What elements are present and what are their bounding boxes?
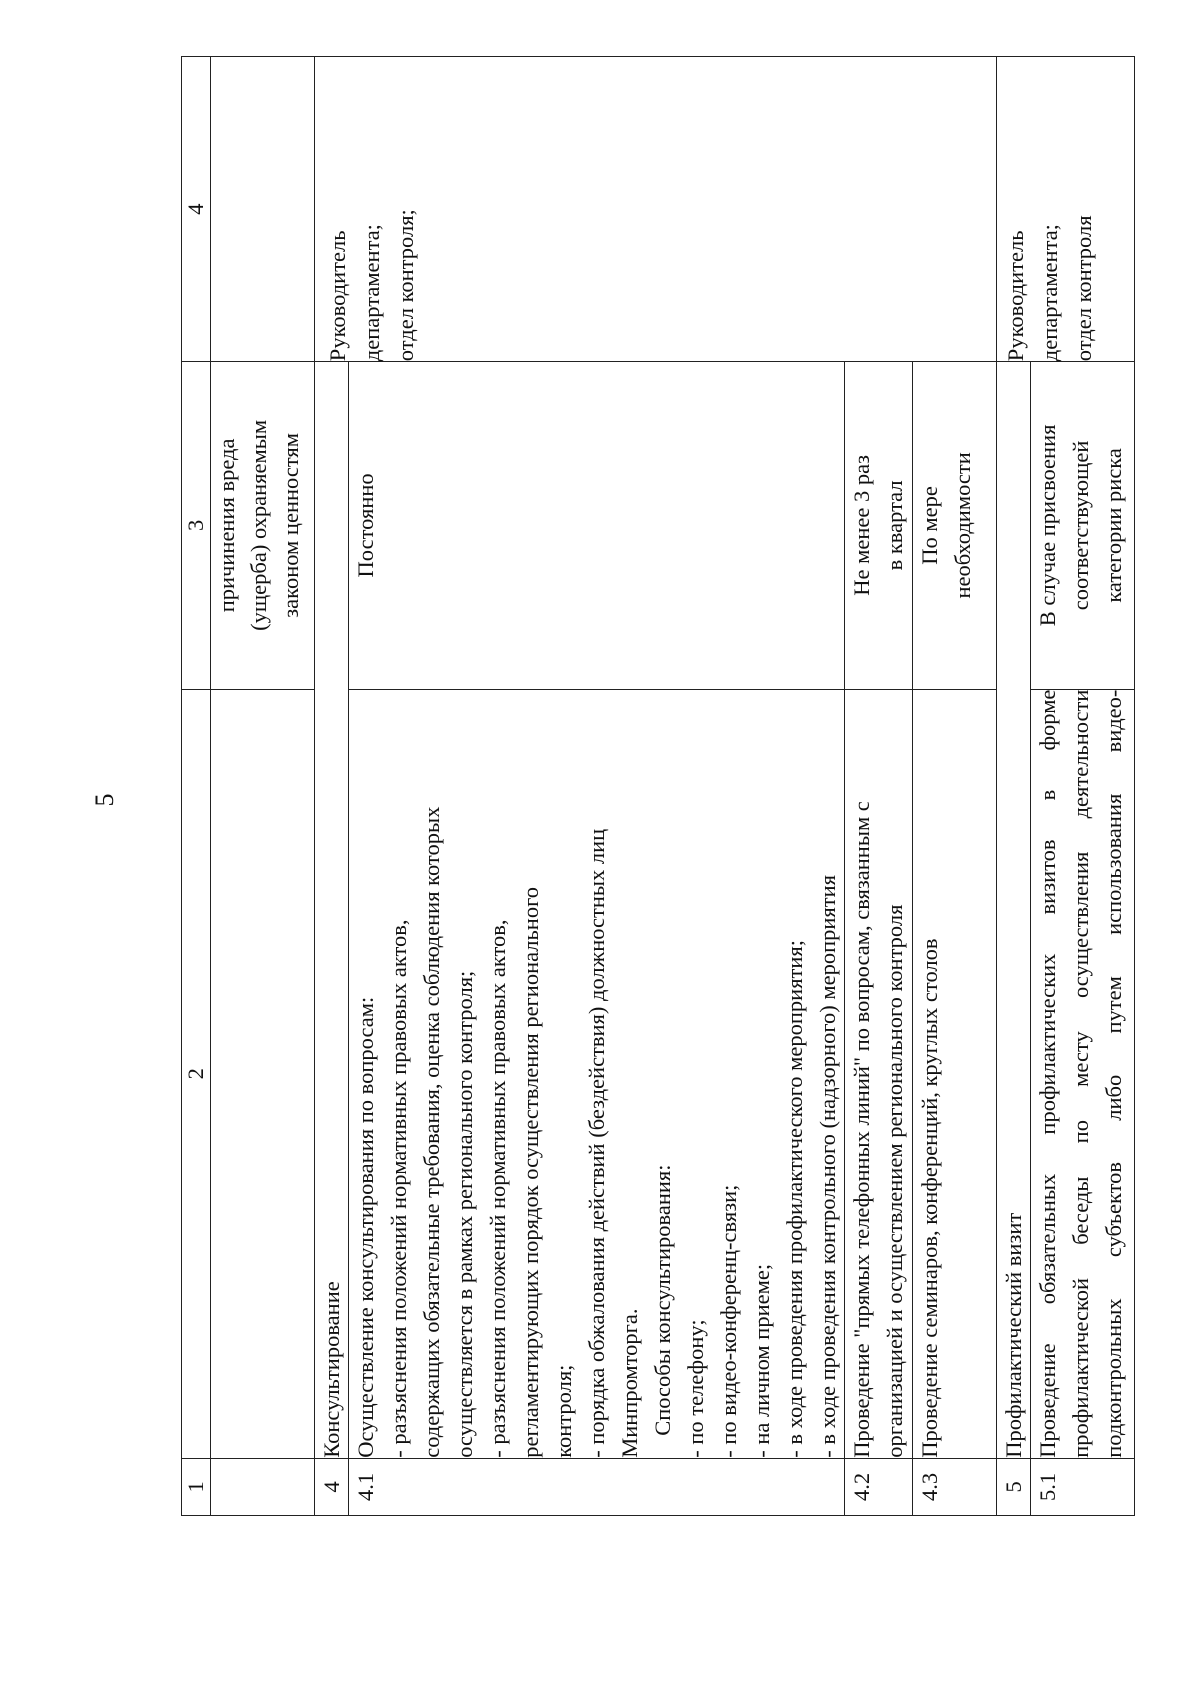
- period-line: в квартал: [882, 480, 907, 571]
- section-5-title: Профилактический визит: [997, 362, 1031, 1459]
- row-4-1-line: - разъяснения положений нормативных правовых актов,: [485, 919, 510, 1458]
- row-4-1-line: - по телефону;: [683, 1319, 708, 1458]
- cont-period-line: (ущерба) охраняемым: [246, 419, 271, 631]
- responsible-line: департамента;: [359, 224, 384, 362]
- row-5-1-line: подконтрольных субъектов либо путем использования видео-: [1101, 689, 1126, 1458]
- period-line: В случае присвоения: [1035, 424, 1060, 627]
- section-5-num: 5: [997, 1458, 1031, 1515]
- section-4-title: Консультирование: [315, 362, 349, 1459]
- row-4-1-line: регламентирующих порядок осуществления регионального: [518, 887, 543, 1458]
- header-col-3: 3: [182, 362, 211, 689]
- page-number: 5: [90, 793, 119, 807]
- continuation-row: [211, 57, 315, 1516]
- row-4-3-period: [913, 362, 997, 689]
- section-4-num: 4: [315, 1458, 349, 1515]
- row-4-1-line: - в ходе проведения контрольного (надзорного) мероприятия: [815, 874, 840, 1458]
- responsible-line: Руководитель: [325, 230, 350, 362]
- responsible-line: Руководитель: [1003, 230, 1028, 362]
- responsible-line: отдел контроля: [1071, 215, 1096, 362]
- cont-text: [211, 689, 315, 1458]
- row-4-1-num: 4.1: [349, 1458, 845, 1515]
- row-4-3-num: 4.3: [913, 1458, 997, 1515]
- row-5-1-text: [1031, 689, 1135, 1458]
- row-5-1-num: 5.1: [1031, 1458, 1135, 1515]
- row-4-1-line: - на личном приеме;: [749, 1263, 774, 1458]
- row-4-1-period: Постоянно: [349, 362, 845, 689]
- cont-period: [211, 362, 315, 689]
- row-4-1-line: - порядка обжалования действий (бездействия) должностных лиц: [584, 828, 609, 1458]
- row-4-1-line: - по видео-конференц-связи;: [716, 1184, 741, 1458]
- section-5-row: [997, 57, 1031, 1516]
- row-4-1-line: осуществляется в рамках регионального контроля;: [452, 970, 477, 1458]
- row-4-2-text: [845, 689, 913, 1458]
- row-4-1-line: - в ходе проведения профилактического мероприятия;: [782, 939, 807, 1458]
- row-4-1-line: Минпромторга.: [617, 1308, 642, 1458]
- section-4-row: [315, 57, 349, 1516]
- row-4-2-period: [845, 362, 913, 689]
- row-4-3-text: Проведение семинаров, конференций, круглых столов: [913, 689, 997, 1458]
- cont-period-line: причинения вреда: [214, 438, 239, 613]
- section-4-responsible: [315, 57, 997, 362]
- period-line: необходимости: [950, 452, 975, 599]
- header-col-1: 1: [182, 1458, 211, 1515]
- row-4-2-num: 4.2: [845, 1458, 913, 1515]
- row-4-1-line: Способы консультирования:: [650, 1164, 675, 1436]
- period-line: соответствующей: [1068, 440, 1093, 611]
- row-4-1-line: Осуществление консультирования по вопросам:: [353, 996, 378, 1458]
- row-4-2-line: Проведение "прямых телефонных линий" по вопросам, связанным с: [849, 801, 874, 1458]
- row-5-1-line: профилактической беседы по месту осуществления деятельности: [1068, 689, 1093, 1458]
- row-5-1-line: Проведение обязательных профилактических визитов в форме: [1035, 689, 1060, 1458]
- row-5-1-period: [1031, 362, 1135, 689]
- table-header-row: [182, 57, 211, 1516]
- cont-period-line: законом ценностям: [278, 433, 303, 618]
- row-4-1-line: содержащих обязательные требования, оценка соблюдения которых: [419, 806, 444, 1458]
- header-col-4: 4: [182, 57, 211, 362]
- header-col-2: 2: [182, 689, 211, 1458]
- cont-responsible: [211, 57, 315, 362]
- period-line: По мере: [917, 486, 942, 565]
- prevention-plan-table: [181, 56, 1135, 1516]
- row-4-1-line: контроля;: [551, 1364, 576, 1458]
- responsible-line: отдел контроля;: [393, 209, 418, 362]
- rotated-table-wrapper: [181, 56, 1126, 1516]
- row-4-1-line: - разъяснения положений нормативных правовых актов,: [386, 919, 411, 1458]
- section-5-responsible: [997, 57, 1135, 362]
- period-line: категории риска: [1101, 448, 1126, 603]
- period-line: Не менее 3 раз: [849, 455, 874, 596]
- cont-num: [211, 1458, 315, 1515]
- row-4-2-line: организацией и осуществлением регионального контроля: [882, 904, 907, 1458]
- row-4-1-text: [349, 689, 845, 1458]
- responsible-line: департамента;: [1037, 224, 1062, 362]
